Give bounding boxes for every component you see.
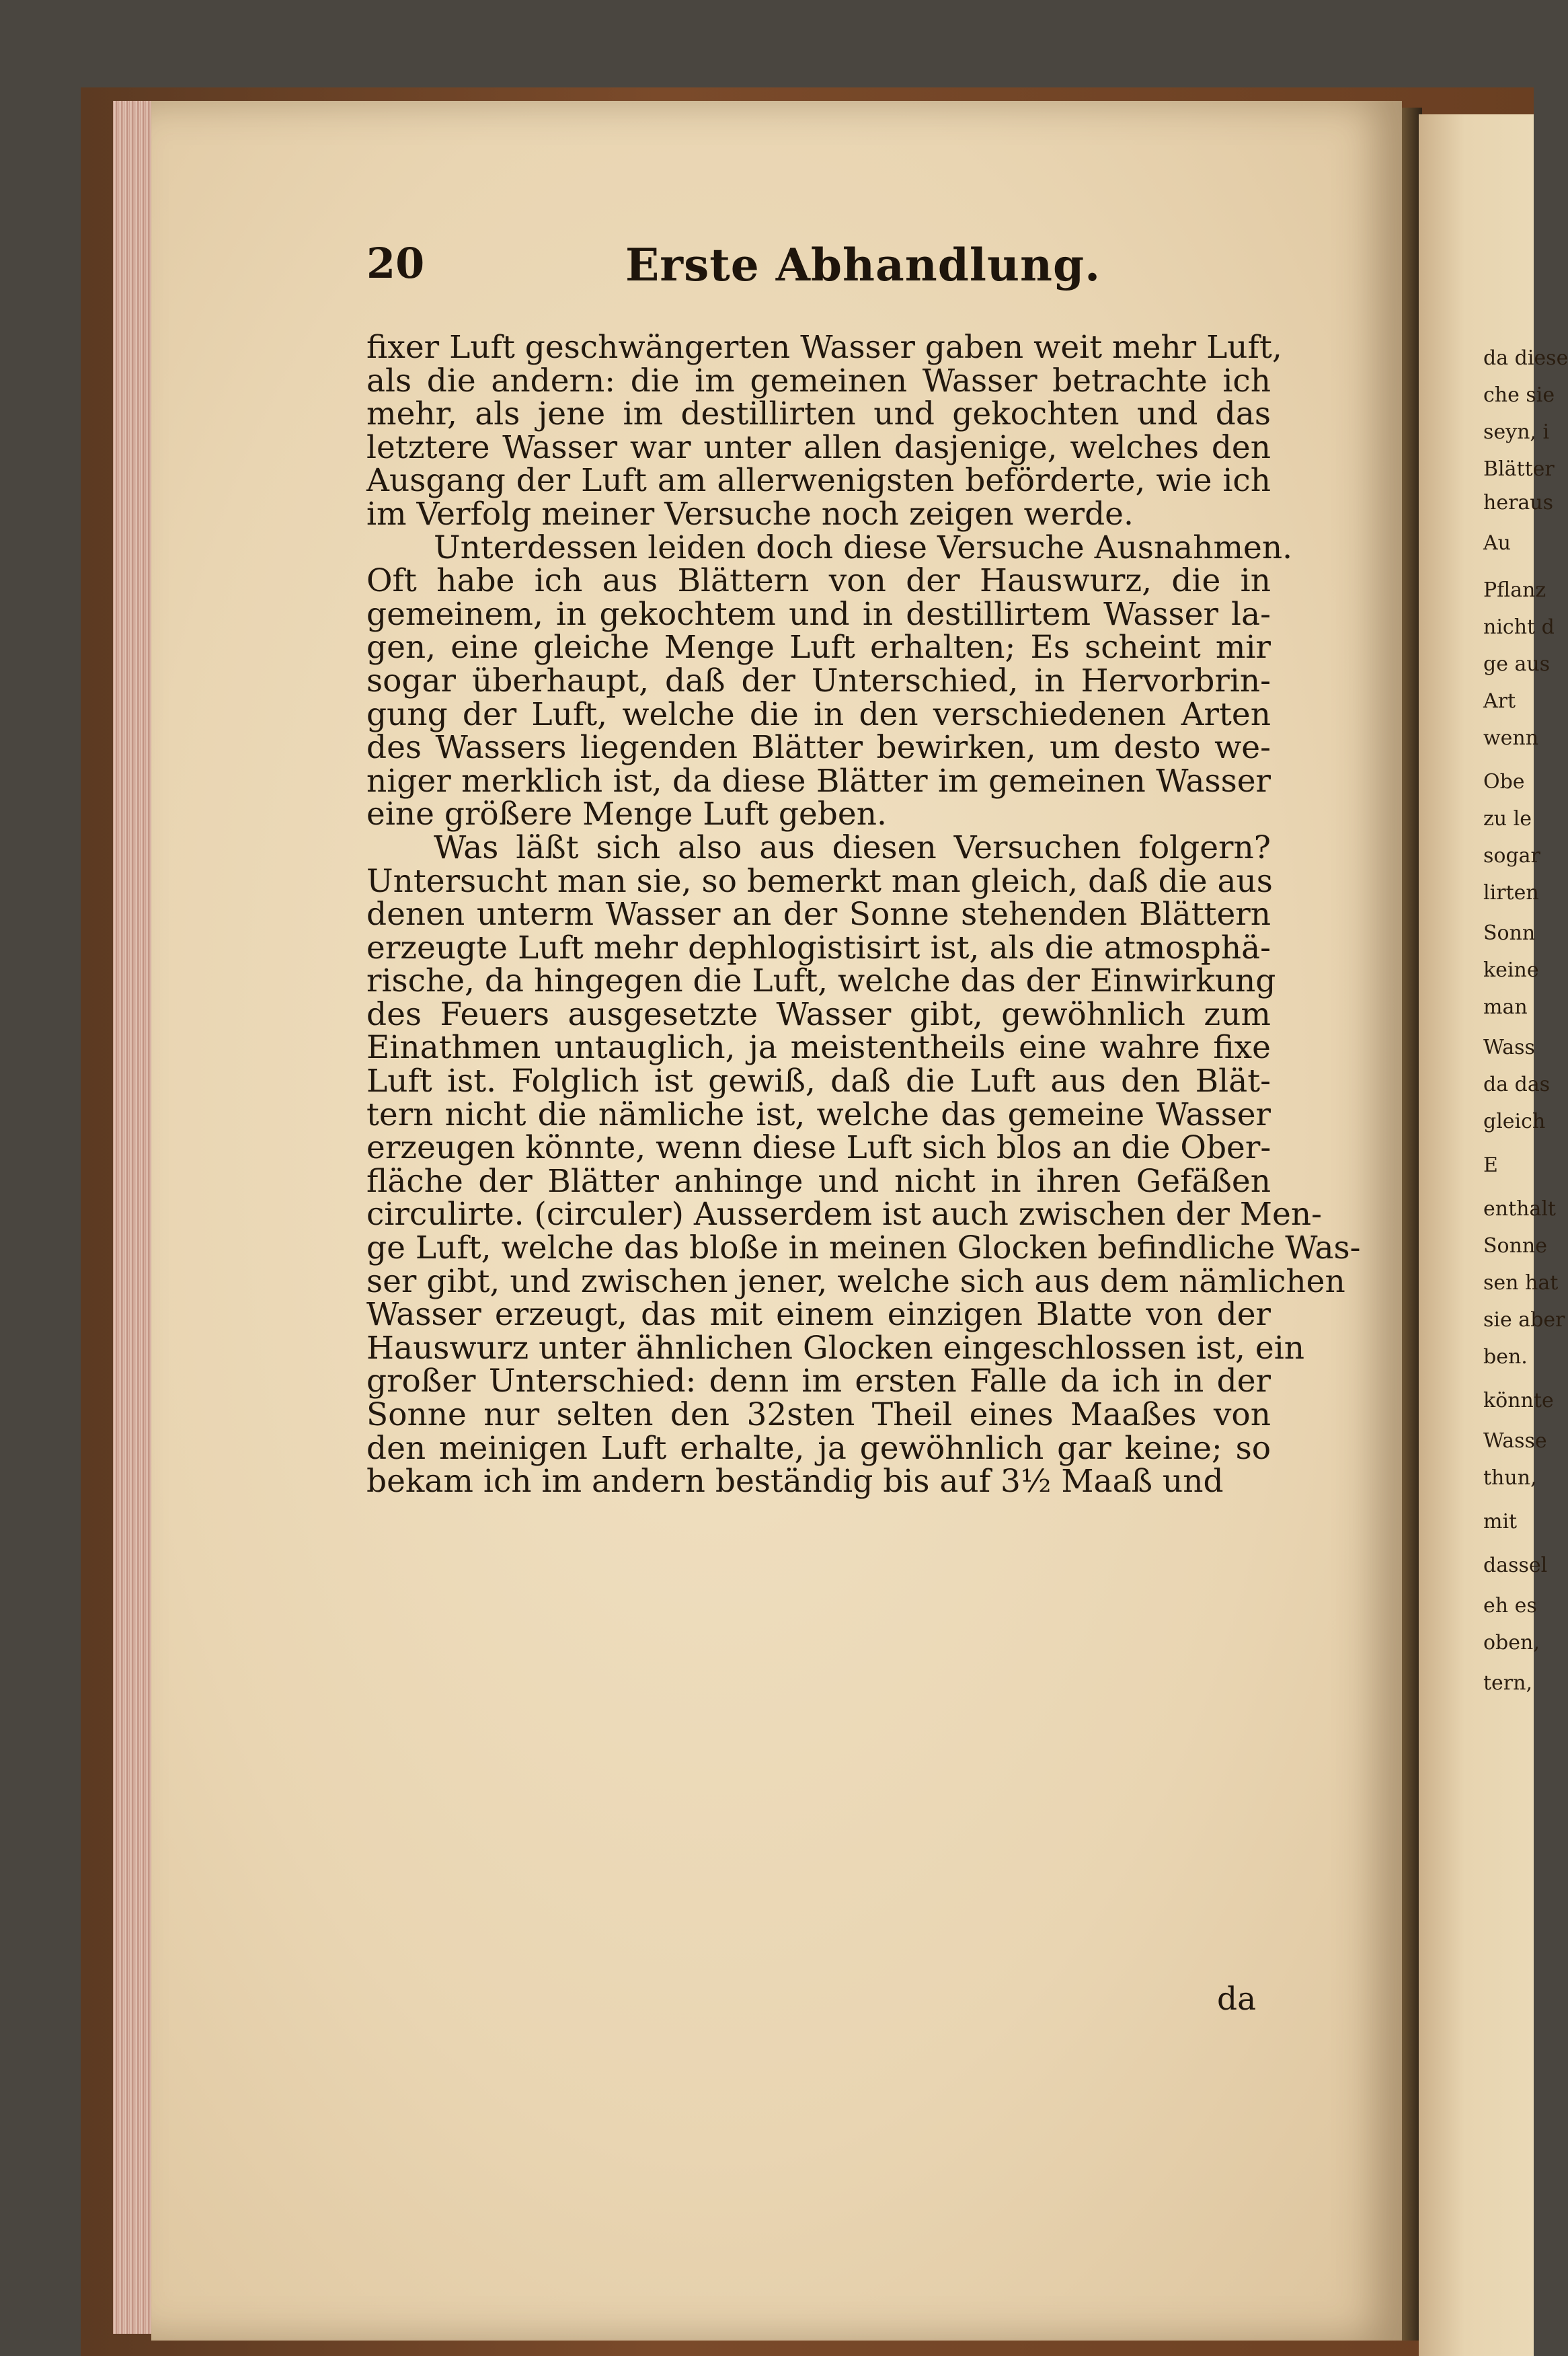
- facing-page-fragment: enthalt: [1483, 1197, 1556, 1221]
- facing-page-fragment: seyn, i: [1483, 420, 1550, 444]
- text-line: circulirte. (circuler) Ausserdem ist auch zwischen der Men-: [366, 1196, 1322, 1233]
- text-line: rische, da hingegen die Luft, welche das der Einwirkung: [366, 962, 1276, 1000]
- facing-page-fragment: E: [1483, 1153, 1498, 1177]
- facing-page-fragment: zu le: [1483, 807, 1532, 831]
- facing-page-fragment: Wass: [1483, 1036, 1535, 1059]
- facing-page-fragment: Blätter: [1483, 457, 1555, 481]
- facing-page-fragment: sie aber: [1483, 1308, 1565, 1332]
- facing-page-fragment: tern,: [1483, 1671, 1533, 1695]
- facing-page-fragment: heraus: [1483, 491, 1554, 515]
- text-line: Was läßt sich also aus diesen Versuchen folgern?: [434, 829, 1271, 866]
- facing-page-fragment: lirten: [1483, 881, 1539, 905]
- text-line: erzeugte Luft mehr dephlogistisirt ist, als die atmosphä-: [366, 929, 1271, 966]
- facing-page-fragment: könnte: [1483, 1389, 1554, 1412]
- facing-page-fragment: Sonn: [1483, 921, 1536, 945]
- text-line: den meinigen Luft erhalte, ja gewöhnlich gar keine; so: [366, 1429, 1271, 1467]
- text-line: Ausgang der Luft am allerwenigsten beförderte, wie ich: [366, 462, 1271, 500]
- paragraph: [366, 329, 1282, 533]
- text-line: eine größere Menge Luft geben.: [366, 796, 887, 833]
- facing-page-fragment: Pflanz: [1483, 578, 1546, 602]
- text-line: Sonne nur selten den 32sten Theil eines Maaßes von: [366, 1396, 1271, 1433]
- text-line: Einathmen untauglich, ja meistentheils eine wahre fixe: [366, 1029, 1271, 1067]
- text-line: tern nicht die nämliche ist, welche das gemeine Wasser: [366, 1096, 1271, 1133]
- text-line: ge Luft, welche das bloße in meinen Glocken befindliche Was-: [366, 1229, 1361, 1267]
- text-line: gung der Luft, welche die in den verschiedenen Arten: [366, 695, 1271, 733]
- facing-page-fragment: che sie: [1483, 383, 1555, 407]
- facing-page-fragment: eh es: [1483, 1594, 1537, 1618]
- facing-page-fragment: Wasse: [1483, 1429, 1547, 1453]
- facing-page-fragment: wenn: [1483, 726, 1539, 750]
- facing-page-fragment: gleich: [1483, 1110, 1546, 1133]
- text-line: Wasser erzeugt, das mit einem einzigen Blatte von der: [366, 1296, 1271, 1334]
- text-line: des Wassers liegenden Blätter bewirken, um desto we-: [366, 729, 1271, 767]
- page-header: [366, 239, 1267, 293]
- text-line: sogar überhaupt, daß der Unterschied, in Hervorbrin-: [366, 662, 1271, 699]
- text-line: Hauswurz unter ähnlichen Glocken eingeschlossen ist, ein: [366, 1329, 1305, 1367]
- paragraph: [366, 829, 1361, 1500]
- facing-page-fragment: sen hat: [1483, 1271, 1559, 1295]
- text-line: als die andern: die im gemeinen Wasser betrachte ich: [366, 362, 1271, 400]
- text-line: niger merklich ist, da diese Blätter im gemeinen Wasser: [366, 762, 1271, 800]
- text-line: bekam ich im andern beständig bis auf 3½ Maaß und: [366, 1463, 1224, 1500]
- text-line: gemeinem, in gekochtem und in destillirtem Wasser la-: [366, 595, 1271, 633]
- page-number: 20: [366, 239, 425, 288]
- text-line: ser gibt, und zwischen jener, welche sich aus dem nämlichen: [366, 1262, 1345, 1300]
- text-line: gen, eine gleiche Menge Luft erhalten; Es scheint mir: [366, 629, 1271, 667]
- text-line: erzeugen könnte, wenn diese Luft sich blos an die Ober-: [366, 1129, 1271, 1167]
- facing-page-fragment: oben,: [1483, 1631, 1540, 1655]
- facing-page: [1419, 114, 1568, 2356]
- facing-page-fragment: ge aus: [1483, 652, 1551, 676]
- text-line: fixer Luft geschwängerten Wasser gaben weit mehr Luft,: [366, 329, 1282, 366]
- body-text: [366, 329, 1361, 1500]
- text-line: des Feuers ausgesetzte Wasser gibt, gewöhnlich zum: [366, 995, 1271, 1033]
- facing-page-fragment: keine: [1483, 958, 1539, 982]
- facing-page-fragment: Art: [1483, 689, 1516, 713]
- facing-page-fragment: da das: [1483, 1073, 1551, 1096]
- text-line: großer Unterschied: denn im ersten Falle da ich in der: [366, 1363, 1271, 1400]
- text-line: letztere Wasser war unter allen dasjenige, welches den: [366, 428, 1271, 466]
- text-line: Oft habe ich aus Blättern von der Hauswurz, die in: [366, 562, 1271, 600]
- facing-page-fragment: nicht d: [1483, 615, 1555, 639]
- facing-page-fragment: Au: [1483, 531, 1511, 555]
- text-line: Luft ist. Folglich ist gewiß, daß die Luft aus den Blät-: [366, 1063, 1271, 1100]
- running-head: Erste Abhandlung.: [625, 239, 1101, 291]
- facing-page-fragment: Obe: [1483, 770, 1525, 794]
- catchword: da: [1217, 1981, 1257, 2018]
- facing-page-fragment: mit: [1483, 1510, 1518, 1533]
- text-line: denen unterm Wasser an der Sonne stehenden Blättern: [366, 896, 1271, 934]
- facing-page-fragment: thun,: [1483, 1466, 1537, 1490]
- facing-page-fragment: da diese: [1483, 346, 1568, 370]
- facing-page-fragment: Sonne: [1483, 1234, 1548, 1258]
- text-line: mehr, als jene im destillirten und gekochten und das: [366, 395, 1271, 433]
- facing-page-fragment: ben.: [1483, 1345, 1528, 1369]
- text-line: im Verfolg meiner Versuche noch zeigen werde.: [366, 495, 1134, 533]
- paragraph: [366, 529, 1293, 833]
- facing-page-fragment: sogar: [1483, 844, 1540, 868]
- facing-page-fragment: dassel: [1483, 1554, 1548, 1577]
- text-line: Unterdessen leiden doch diese Versuche Ausnahmen.: [434, 529, 1293, 566]
- text-line: Untersucht man sie, so bemerkt man gleich, daß die aus: [366, 862, 1273, 900]
- text-line: fläche der Blätter anhinge und nicht in ihren Gefäßen: [366, 1162, 1271, 1200]
- facing-page-fragment: man: [1483, 995, 1528, 1019]
